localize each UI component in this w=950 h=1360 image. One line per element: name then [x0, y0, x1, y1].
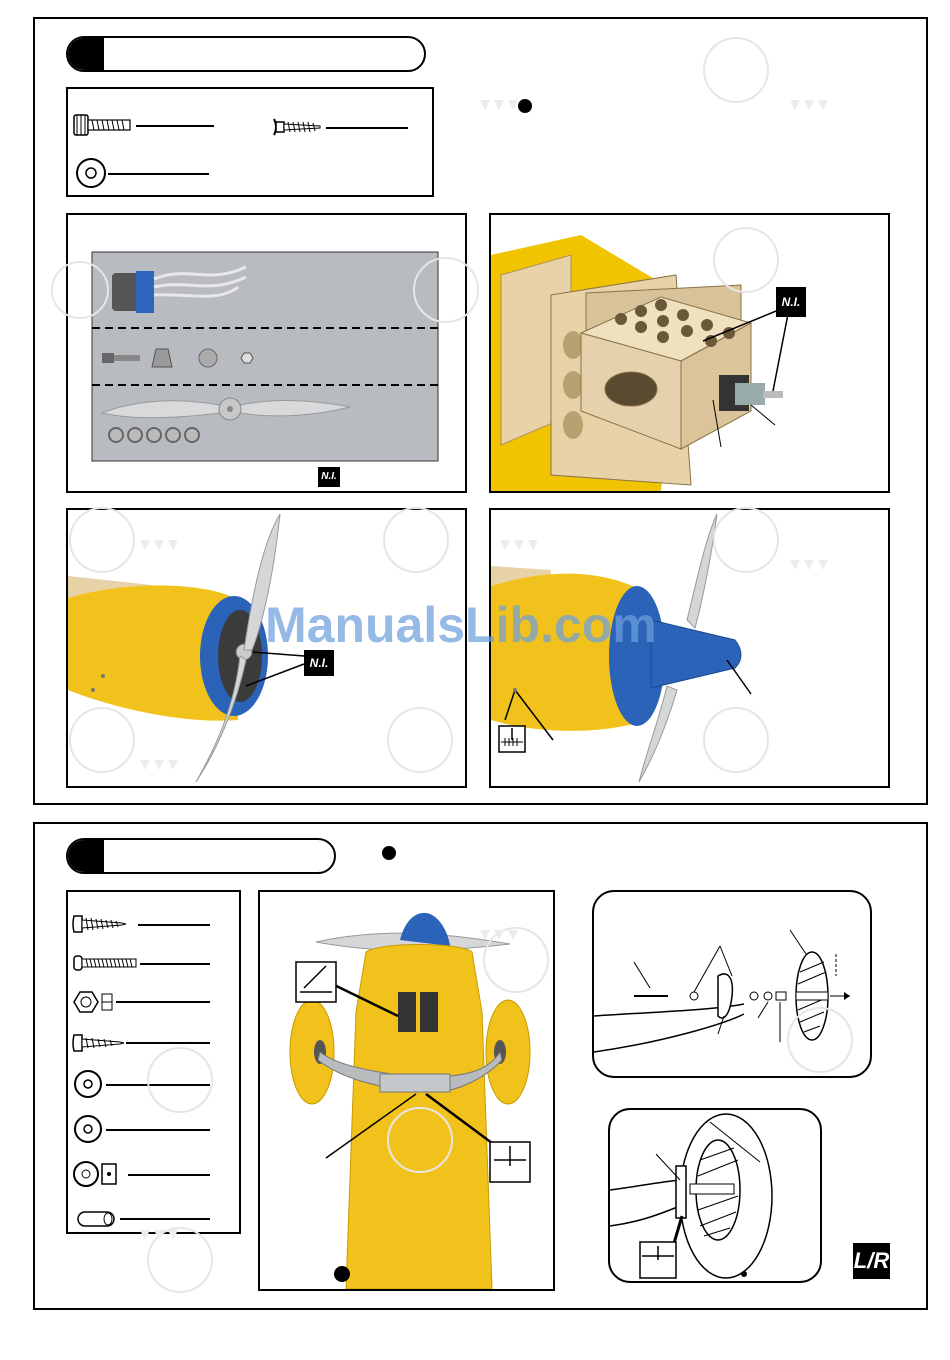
section-2-number-tab — [68, 840, 104, 872]
panel-landing-gear-photo — [258, 890, 555, 1291]
left-right-badge: L/R — [853, 1243, 890, 1279]
machine-screw-icon — [74, 956, 136, 970]
left-wheel-pant — [290, 1000, 334, 1104]
parts-box-1 — [66, 87, 434, 197]
wood-screw-icon — [73, 916, 126, 932]
step-bullet-2 — [382, 846, 396, 860]
section-2-title-bar — [66, 838, 336, 874]
wheel-collar-icon — [74, 1162, 116, 1186]
parts-box-2-art — [68, 892, 239, 1232]
not-included-badge-2: N.I. — [776, 287, 806, 317]
washer-icon — [77, 159, 105, 187]
spacer-tube-icon — [78, 1212, 114, 1226]
parts-box-2 — [66, 890, 241, 1234]
cap-screw-icon — [74, 115, 130, 135]
washer-small-icon — [75, 1116, 101, 1142]
motor-box-art — [491, 215, 888, 491]
parts-photo-art — [68, 215, 465, 491]
wheel-section-icon — [796, 952, 828, 1040]
not-included-badge-1: N.I. — [318, 467, 340, 487]
manualslib-watermark: ManualsLib.com — [265, 597, 657, 653]
hex-nut-icon — [74, 992, 112, 1012]
panel-parts-photo — [66, 213, 467, 493]
right-wheel-pant — [486, 1000, 530, 1104]
pan-screw-icon — [73, 1035, 124, 1051]
panel-wheel-pant-diagram — [608, 1108, 822, 1283]
wheel-exploded-art — [594, 892, 870, 1076]
flange-screw-icon — [274, 119, 320, 135]
section-1-number-tab — [68, 38, 104, 70]
washer-large-icon — [75, 1071, 101, 1097]
wheel-pant-art — [610, 1110, 820, 1281]
panel-wheel-exploded-diagram — [592, 890, 872, 1078]
not-included-badge-3: N.I. — [304, 650, 334, 676]
section-1-title-bar — [66, 36, 426, 72]
step-bullet-1 — [518, 99, 532, 113]
parts-box-1-art — [68, 89, 432, 195]
panel-motor-box — [489, 213, 890, 493]
landing-gear-photo-art — [260, 892, 553, 1289]
